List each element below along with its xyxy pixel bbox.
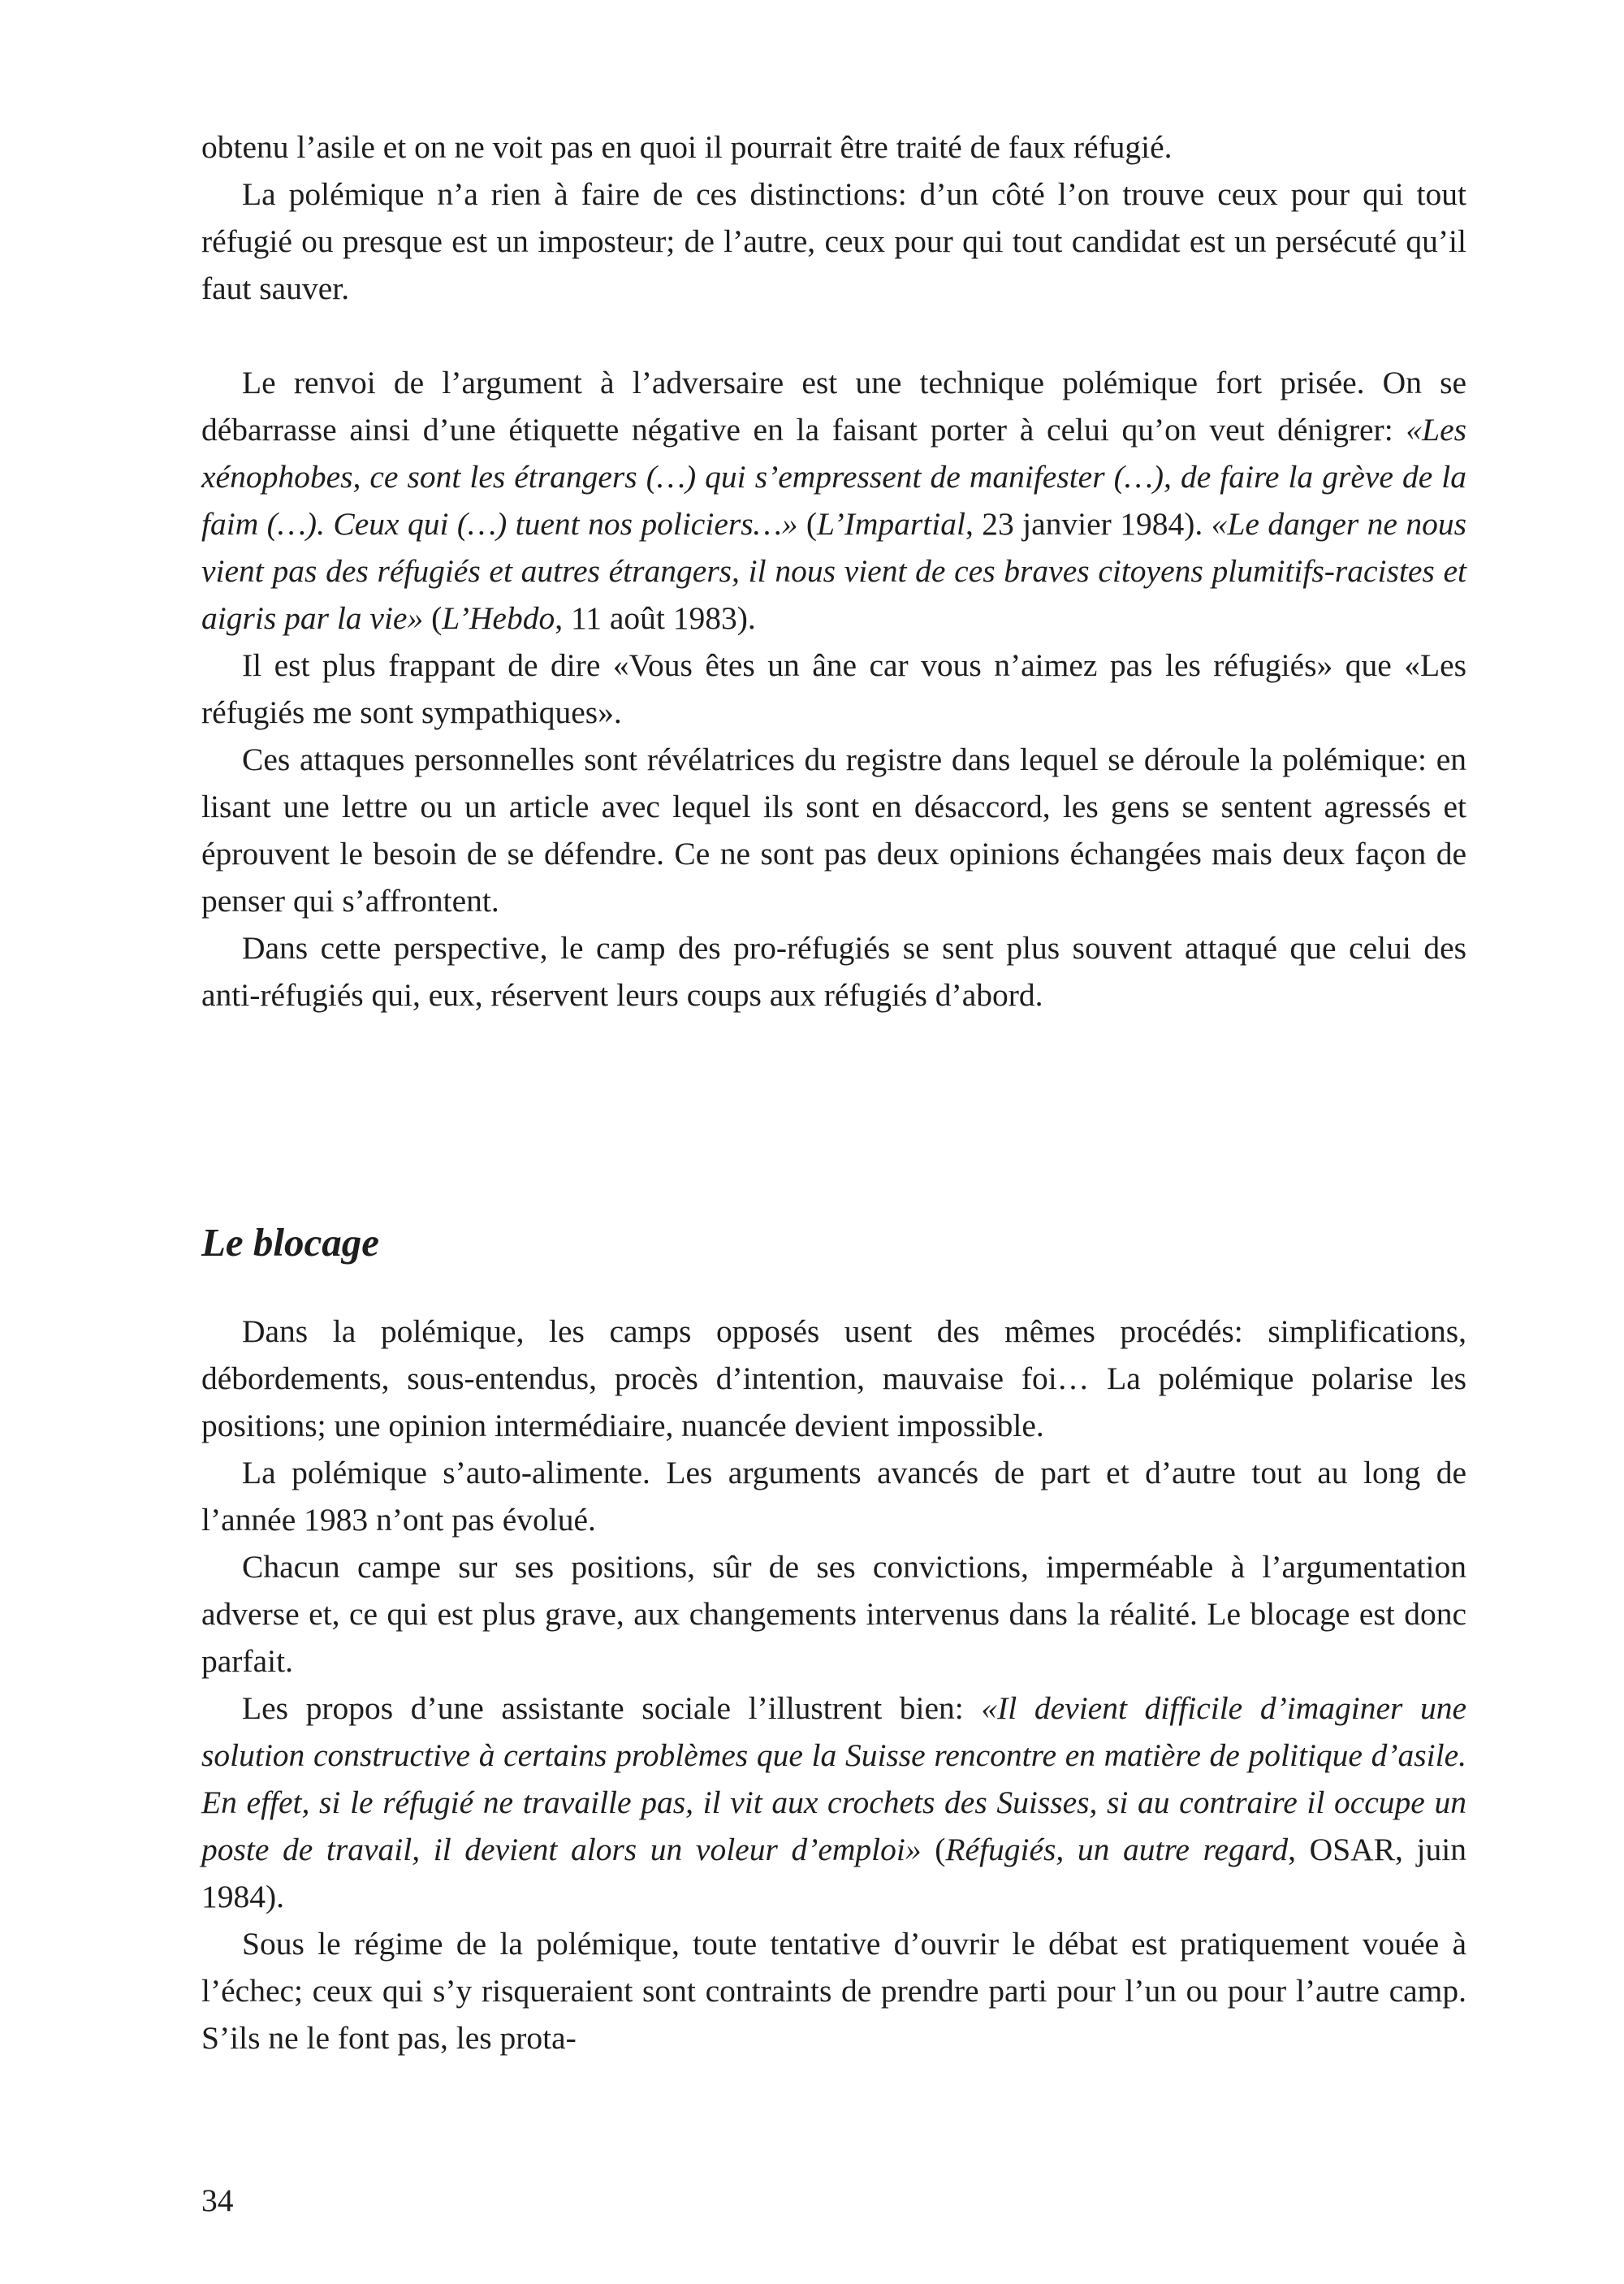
text-run: ( [797, 506, 818, 542]
source-title: L’Impartial [817, 506, 965, 542]
paragraph-distinctions: La polémique n’a rien à faire de ces distinctions: d’un côté l’on trouve ceux pour qui tout réfugié ou presque est un imposteur; de l’autre, ceux pour qui tout candidat est un persécuté qu’il faut sauver. [201, 176, 1466, 306]
quote-italic: «Le danger ne nous vient pas des réfugiés et autres étrangers, il nous vient de ces braves citoyens plumitifs-racistes et aigris par la vie» [201, 506, 1466, 636]
paragraph-procedes: Dans la polémique, les camps opposés usent des mêmes procédés: simplifications, débordements, sous-entendus, procès d’intention, mauvaise foi… La polémique polarise les positions; une opinion intermédiaire, nuancée devient impossible. [201, 1313, 1466, 1443]
bottom-text-section [201, 1308, 1466, 2061]
text-run: , 23 janvier 1984). [965, 506, 1212, 542]
section-heading: Le blocage [201, 1220, 380, 1265]
text-run: ( [423, 600, 443, 636]
text-run: Les propos d’une assistante sociale l’illustrent bien: [242, 1690, 982, 1726]
paragraph-auto-alimente: La polémique s’auto-alimente. Les arguments avancés de part et d’autre tout au long de l’année 1983 n’ont pas évolué. [201, 1455, 1466, 1538]
source-title: Réfugiés, un autre regard [945, 1832, 1289, 1867]
text-run: Le renvoi de l’argument à l’adversaire est une technique polémique fort prisée. On se débarrasse ainsi d’une étiquette négative en la faisant porter à celui qu’on veut dénigrer: [201, 365, 1466, 448]
text-run: ( [921, 1832, 946, 1867]
text-run: , 11 août 1983). [555, 600, 756, 636]
quote-italic: «Les xénophobes, ce sont les étrangers (…) qui s’empressent de manifester (…), de faire la grève de la faim (…). Ceux qui (…) tuent nos policiers…» [201, 412, 1466, 542]
page-number: 34 [201, 2182, 234, 2218]
paragraph-continued: obtenu l’asile et on ne voit pas en quoi il pourrait être traité de faux réfugié. [201, 129, 1173, 165]
source-title: L’Hebdo [442, 600, 555, 636]
paragraph-renvoi [201, 359, 1466, 642]
text-run: , OSAR, juin 1984). [201, 1832, 1466, 1914]
quote-italic: «Il devient difficile d’imaginer une solution constructive à certains problèmes que la Suisse rencontre en matière de politique d’asile. En effet, si le réfugié ne travaille pas, il vit aux crochets des Suisses, si au contraire il occupe un poste de travail, il devient alors un voleur d’emploi» [201, 1690, 1466, 1867]
paragraph-attaques: Ces attaques personnelles sont révélatrices du registre dans lequel se déroule la polémique: en lisant une lettre ou un article avec lequel ils sont en désaccord, les gens se sentent agressés et éprouvent le besoin de se défendre. Ce ne sont pas deux opinions échangées mais deux façon de penser qui s’affrontent. [201, 742, 1466, 919]
paragraph-regime: Sous le régime de la polémique, toute tentative d’ouvrir le débat est pratiquement vouée à l’échec; ceux qui s’y risqueraient sont contraints de prendre parti pour l’un ou pour l’autre camp. S’ils ne le font pas, les prota- [201, 1926, 1466, 2056]
paragraph-perspective: Dans cette perspective, le camp des pro-réfugiés se sent plus souvent attaqué que celui des anti-réfugiés qui, eux, réservent leurs coups aux réfugiés d’abord. [201, 930, 1466, 1013]
paragraph-assistante [201, 1685, 1466, 1920]
paragraph-gap [201, 312, 1466, 359]
top-text-section [201, 123, 1466, 1019]
paragraph-positions: Chacun campe sur ses positions, sûr de ses convictions, imperméable à l’argumentation adverse et, ce qui est plus grave, aux changements intervenus dans la réalité. Le blocage est donc parfait. [201, 1549, 1466, 1679]
paragraph-frappant: Il est plus frappant de dire «Vous êtes un âne car vous n’aimez pas les réfugiés» que «Les réfugiés me sont sympathiques». [201, 647, 1466, 730]
